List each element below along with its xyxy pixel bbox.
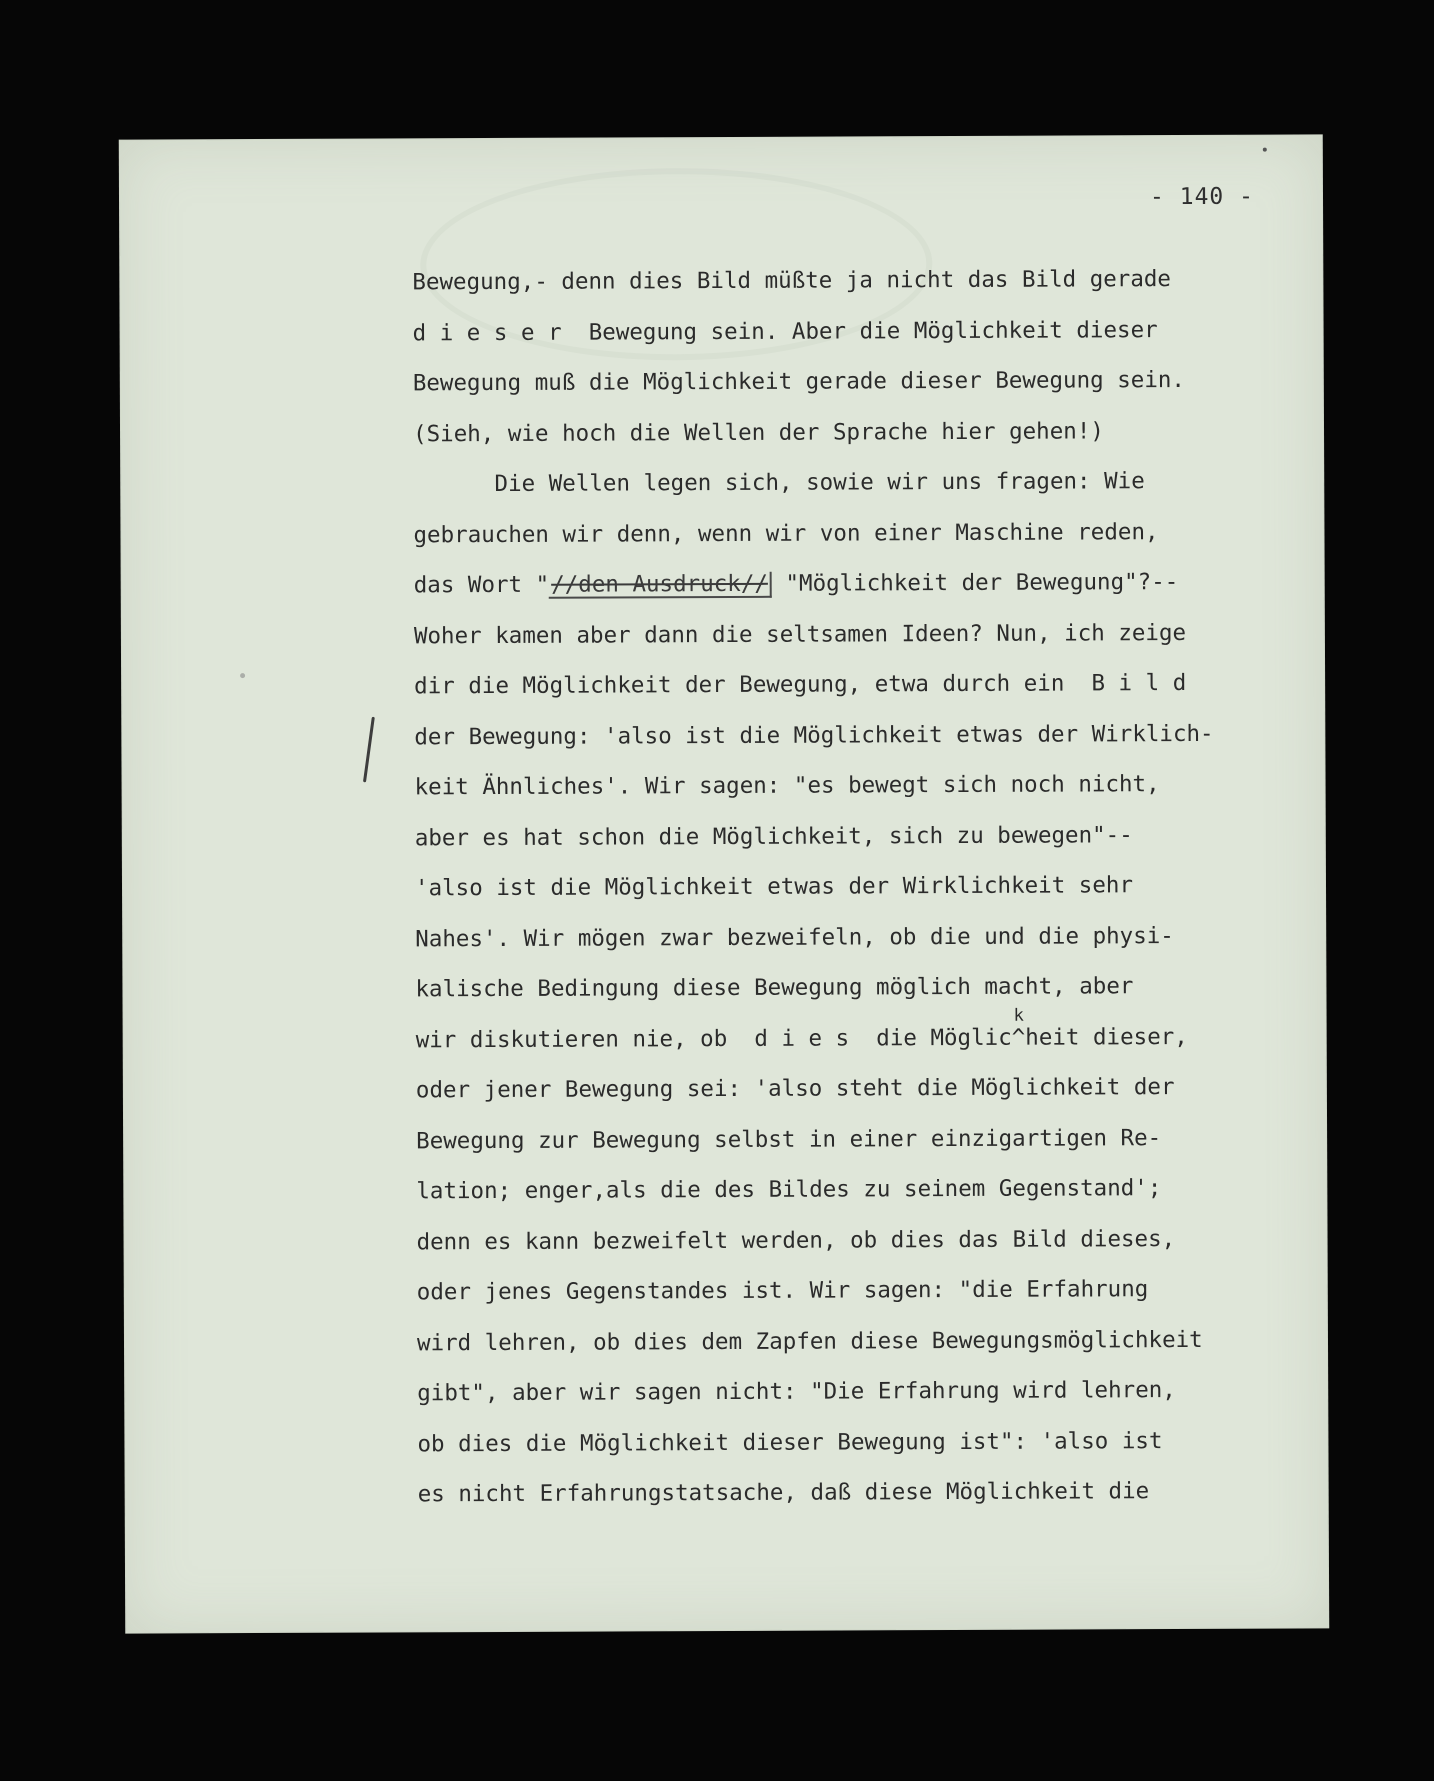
text-line: keit Ähnliches'. Wir sagen: "es bewegt sich noch nicht,	[414, 771, 1160, 801]
text-line: Woher kamen aber dann die seltsamen Ideen? Nun, ich zeige	[413, 619, 1187, 649]
text-line: aber es hat schon die Möglichkeit, sich zu bewegen"--	[414, 821, 1133, 851]
text-line: Nahes'. Wir mögen zwar bezweifeln, ob die und die physi-	[415, 922, 1174, 952]
text-line: es nicht Erfahrungstatsache, daß diese Möglichkeit die	[417, 1478, 1150, 1508]
paper-speck	[240, 673, 245, 678]
text-line: kalische Bedingung diese Bewegung möglich macht, aber	[415, 973, 1134, 1003]
body-text	[412, 253, 1347, 1520]
text-line: Bewegung,- denn dies Bild müßte ja nicht das Bild gerade	[412, 266, 1172, 296]
text-line: Bewegung zur Bewegung selbst in einer einzigartigen Re-	[416, 1124, 1162, 1154]
text-fragment: "Möglichkeit der Bewegung"?--	[771, 569, 1179, 597]
typescript-page	[120, 135, 1328, 1632]
text-line: Die Wellen legen sich, sowie wir uns fragen: Wie	[413, 468, 1145, 498]
paper-speck	[1263, 148, 1267, 152]
handwritten-insertion: k ^	[1012, 1012, 1026, 1063]
text-fragment: wir diskutieren nie, ob d i e s die Möglic	[415, 1024, 1012, 1053]
text-line: der Bewegung: 'also ist die Möglichkeit etwas der Wirklich-	[414, 720, 1214, 750]
text-line: 'also ist die Möglichkeit etwas der Wirklichkeit sehr	[414, 872, 1134, 902]
text-line	[414, 556, 1344, 611]
text-line: gebrauchen wir denn, wenn wir von einer Maschine reden,	[413, 518, 1159, 548]
struck-text: //den Ausdruck//	[549, 572, 772, 599]
text-fragment: heit dieser,	[1025, 1023, 1188, 1051]
text-line: oder jener Bewegung sei: 'also steht die Möglichkeit der	[415, 1074, 1175, 1104]
text-line: dir die Möglichkeit der Bewegung, etwa durch ein B i l d	[414, 669, 1187, 700]
inserted-letter: k	[1013, 1005, 1024, 1026]
text-line: gibt", aber wir sagen nicht: "Die Erfahrung wird lehren,	[417, 1377, 1176, 1407]
text-line: d i e s e r Bewegung sein. Aber die Möglichkeit dieser	[412, 316, 1158, 346]
page-number: - 140 -	[1149, 183, 1255, 211]
text-line: ob dies die Möglichkeit dieser Bewegung ist": 'also ist	[417, 1427, 1163, 1457]
text-fragment: das Wort "	[413, 571, 550, 599]
text-line: (Sieh, wie hoch die Wellen der Sprache hier gehen!)	[412, 417, 1104, 447]
text-line: Bewegung muß die Möglichkeit gerade dieser Bewegung sein.	[412, 366, 1186, 397]
margin-pencil-mark	[363, 717, 375, 783]
text-line: lation; enger,als die des Bildes zu seinem Gegenstand';	[416, 1175, 1162, 1205]
text-line: denn es kann bezweifelt werden, ob dies das Bild dieses,	[416, 1225, 1176, 1255]
text-line: oder jenes Gegenstandes ist. Wir sagen: "die Erfahrung	[416, 1276, 1149, 1306]
text-line	[415, 1005, 1346, 1066]
text-line: wird lehren, ob dies dem Zapfen diese Bewegungsmöglichkeit	[416, 1326, 1203, 1356]
